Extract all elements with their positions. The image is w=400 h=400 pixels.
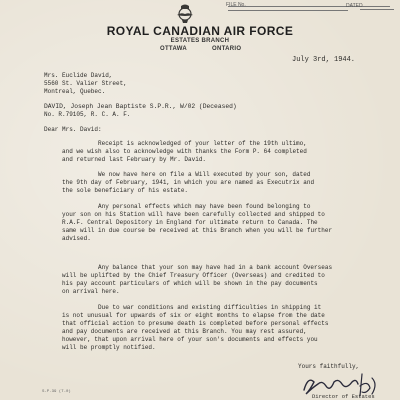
recipient-line: 5560 St. Valier Street, <box>44 80 127 87</box>
paragraph-line: and we wish also to acknowledge with thanks the Form P. 64 completed <box>62 148 307 155</box>
province-label: ONTARIO <box>212 46 242 52</box>
rcaf-crest-icon <box>174 3 196 25</box>
paragraph-line: your son on his Station will have been carefully collected and shipped to <box>62 211 325 218</box>
paragraph-line: however, that upon arrival here of your son's documents and effects you <box>62 336 318 343</box>
paragraph-line: the sole beneficiary of his estate. <box>62 187 189 194</box>
paragraph-line: and pay documents are received at this Branch. You may rest assured, <box>62 328 307 335</box>
paragraph-line: We now have here on file a Will executed by your son, dated <box>98 171 311 178</box>
dated-label: DATED <box>346 3 363 9</box>
paragraph-line: and returned last February by Mr. David. <box>62 156 207 163</box>
file-number-line <box>228 6 390 7</box>
paragraph-line: his pay account particulars of which will be shown in the pay documents <box>62 280 318 287</box>
paragraph-line: R.A.F. Central Depository in England for ultimate return to Canada. The <box>62 219 318 226</box>
paragraph-line: will be promptly notified. <box>62 344 156 351</box>
file-number-label: FILE No. <box>226 2 246 8</box>
closing: Yours faithfully, <box>298 363 360 370</box>
subject-line: DAVID, Joseph Jean Baptiste S.P.R., W/02 (Deceased) <box>44 103 237 110</box>
dated-line <box>360 9 394 10</box>
salutation: Dear Mrs. David: <box>44 126 102 133</box>
paragraph-line: Any personal effects which may have been found belonging to <box>98 203 311 210</box>
letter-date: July 3rd, 1944. <box>292 56 356 64</box>
paragraph-line: advised. <box>62 235 91 242</box>
paragraph-line: the 9th day of February, 1941, in which you are named as Executrix and <box>62 179 315 186</box>
file-number-line-2 <box>228 10 348 11</box>
subject-line: No. R.79105, R. C. A. F. <box>44 111 131 118</box>
recipient-line: Mrs. Euclide David, <box>44 72 113 79</box>
organization-heading: ROYAL CANADIAN AIR FORCE <box>106 24 294 38</box>
paragraph-line: is not unusual for upwards of six or eight months to elapse from the date <box>62 312 325 319</box>
paragraph-line: will be uplifted by the Chief Treasury Officer (Overseas) and credited to <box>62 272 325 279</box>
paragraph-line: Due to war conditions and existing difficulties in shipping it <box>98 304 322 311</box>
recipient-line: Montreal, Quebec. <box>44 88 106 95</box>
paragraph-line: Any balance that your son may have had in a bank account Overseas <box>98 264 333 271</box>
form-code: S-P.39 (T-0) <box>42 390 71 394</box>
paragraph-line: Receipt is acknowledged of your letter of the 19th ultimo, <box>98 140 307 147</box>
paragraph-line: same will in due course be received at this Branch when you will be further <box>62 227 333 234</box>
paragraph-line: on arrival here. <box>62 288 120 295</box>
paragraph-line: that official action to presume death is completed before personal effects <box>62 320 329 327</box>
city-label: OTTAWA <box>160 46 188 52</box>
signature-title: Director of Estates <box>312 393 375 400</box>
branch-heading: ESTATES BRANCH <box>170 38 230 44</box>
